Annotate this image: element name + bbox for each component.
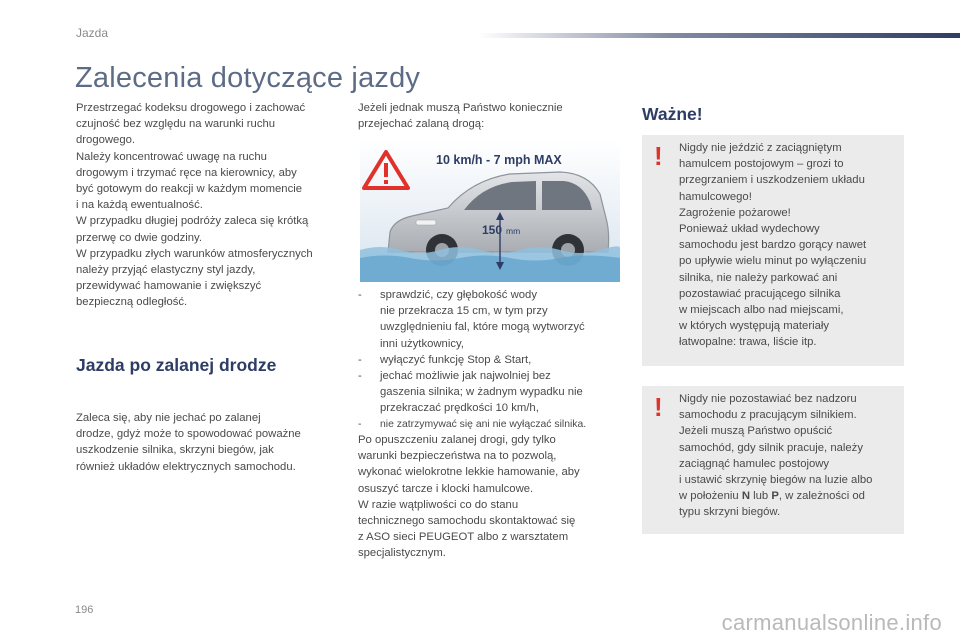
text-line: nie zatrzymywać się ani nie wyłączać silnika. <box>380 418 587 430</box>
text-line: w których występują materiały <box>679 320 830 333</box>
text-line: drogowego. <box>76 134 136 147</box>
text-line: osuszyć tarcze i klocki hamulcowe. <box>358 482 534 495</box>
list-item <box>358 368 623 417</box>
after-flood-paragraph <box>358 432 620 562</box>
text-line: samochód, gdy silnik pracuje, należy <box>679 441 863 454</box>
depth-value: 150 <box>482 223 503 237</box>
text-line: należy przyjąć elastyczny styl jazdy, <box>76 264 256 277</box>
text-line: samochodu z pracującym silnikiem. <box>679 409 857 422</box>
intro-paragraph <box>76 100 346 311</box>
text-line: i na każdą ewentualność. <box>76 199 203 212</box>
text-line: samochodu jest bardzo gorący nawet <box>679 239 867 252</box>
flooded-road-intro <box>358 100 618 132</box>
exclamation-icon: ! <box>654 392 663 422</box>
text-line: Po opuszczeniu zalanej drogi, gdy tylko <box>358 434 556 446</box>
warning-text <box>679 391 897 521</box>
gear-park: P <box>771 490 779 503</box>
text-line: z ASO sieci PEUGEOT albo z warsztatem <box>358 531 569 544</box>
header-bar <box>478 33 960 38</box>
gear-position-line <box>679 488 897 504</box>
text-line: W razie wątpliwości co do stanu <box>358 498 519 511</box>
text-line: warunki bezpieczeństwa na to pozwolą, <box>358 450 557 463</box>
text-line: gaszenia silnika; w żadnym wypadku nie <box>380 386 583 399</box>
warning-box-parking-brake <box>642 135 904 366</box>
text-line: hamulcowego! <box>679 190 752 203</box>
text-line: inni użytkownicy, <box>380 337 464 350</box>
list-item <box>358 352 623 368</box>
list-item <box>358 417 623 433</box>
text-line: bezpieczną odległość. <box>76 296 188 309</box>
gear-neutral: N <box>741 490 750 503</box>
text-line: przewidywać hamowanie i zwiększyć <box>76 280 262 293</box>
text-line: przekraczać prędkości 10 km/h, <box>380 402 539 415</box>
text-line: jechać możliwie jak najwolniej bez <box>380 370 551 383</box>
text-line: wyłączyć funkcję Stop & Start, <box>380 353 532 366</box>
important-heading: Ważne! <box>642 104 703 124</box>
text-line: czujność bez względu na warunki ruchu <box>76 118 276 131</box>
flooded-road-checklist <box>358 287 623 433</box>
text-span: lub <box>749 490 772 503</box>
text-line: drogowym i trzymać ręce na kierownicy, aby <box>76 166 297 179</box>
text-line: typu skrzyni biegów. <box>679 506 781 519</box>
flooded-road-illustration <box>360 140 620 282</box>
depth-unit: mm <box>506 226 521 236</box>
text-line: Przestrzegać kodeksu drogowego i zachować <box>76 102 306 114</box>
exclamation-icon: ! <box>654 141 663 171</box>
text-line: Ponieważ układ wydechowy <box>679 223 820 236</box>
text-line: po upływie wielu minut po wyłączeniu <box>679 255 867 268</box>
speed-limit-label: 10 km/h - 7 mph MAX <box>436 153 562 167</box>
text-span: w położeniu <box>679 490 742 503</box>
text-line: W przypadku długiej podróży zaleca się krótką <box>76 215 309 228</box>
text-line: Nigdy nie pozostawiać bez nadzoru <box>679 393 857 405</box>
list-dash: - <box>358 353 362 366</box>
text-line: Zagrożenie pożarowe! <box>679 206 791 219</box>
text-line: łatwopalne: trawa, liście itp. <box>679 336 817 349</box>
text-line: uszkodzenie silnika, skrzyni biegów, jak <box>76 444 274 457</box>
text-line: Nigdy nie jeździć z zaciągniętym <box>679 142 842 154</box>
list-dash: - <box>358 418 362 430</box>
text-line: Jeżeli jednak muszą Państwo koniecznie <box>358 102 563 114</box>
text-line: przejechać zalaną drogą: <box>358 118 485 131</box>
section-name: Jazda <box>76 26 109 40</box>
text-line: przegrzaniem i uszkodzeniem układu <box>679 174 865 187</box>
text-line: w miejscach albo nad miejscami, <box>679 304 844 317</box>
text-line: drodze, gdyż może to spowodować poważne <box>76 428 301 441</box>
watermark: carmanualsonline.info <box>721 610 942 635</box>
text-line: uwzględnieniu fal, które mogą wytworzyć <box>380 321 585 334</box>
text-line: przerwę co dwie godziny. <box>76 231 202 244</box>
text-line: zaciągnąć hamulec postojowy <box>679 457 830 470</box>
text-line: Zaleca się, aby nie jechać po zalanej <box>76 412 261 424</box>
text-line: technicznego samochodu skontaktować się <box>358 515 576 528</box>
text-line: silnika, nie należy parkować ani <box>679 271 838 284</box>
text-line: sprawdzić, czy głębokość wody <box>380 289 537 301</box>
flooded-road-heading: Jazda po zalanej drodze <box>76 355 277 375</box>
text-line: hamulcem postojowym – grozi to <box>679 158 844 171</box>
text-line: również układów elektrycznych samochodu. <box>76 460 296 473</box>
page-number: 196 <box>75 604 94 616</box>
text-line: być gotowym do reakcji w każdym momencie <box>76 183 303 196</box>
text-line: i ustawić skrzynię biegów na luzie albo <box>679 474 873 487</box>
list-dash: - <box>358 289 362 301</box>
list-dash: - <box>358 370 362 383</box>
text-line: wykonać wielokrotne lekkie hamowanie, aby <box>358 466 580 479</box>
text-line: pozostawiać pracującego silnika <box>679 287 841 300</box>
text-line: W przypadku złych warunków atmosferycznych <box>76 247 313 260</box>
text-line: Jeżeli muszą Państwo opuścić <box>679 425 833 438</box>
flooded-road-paragraph <box>76 410 346 475</box>
warning-text <box>679 140 897 351</box>
text-span: , w zależności od <box>778 490 865 503</box>
text-line: specjalistycznym. <box>358 547 446 560</box>
page-title: Zalecenia dotyczące jazdy <box>75 62 421 94</box>
text-line: Należy koncentrować uwagę na ruchu <box>76 150 267 163</box>
list-item <box>358 287 623 352</box>
warning-box-engine-running <box>642 386 904 534</box>
text-line: nie przekracza 15 cm, w tym przy <box>380 305 548 318</box>
